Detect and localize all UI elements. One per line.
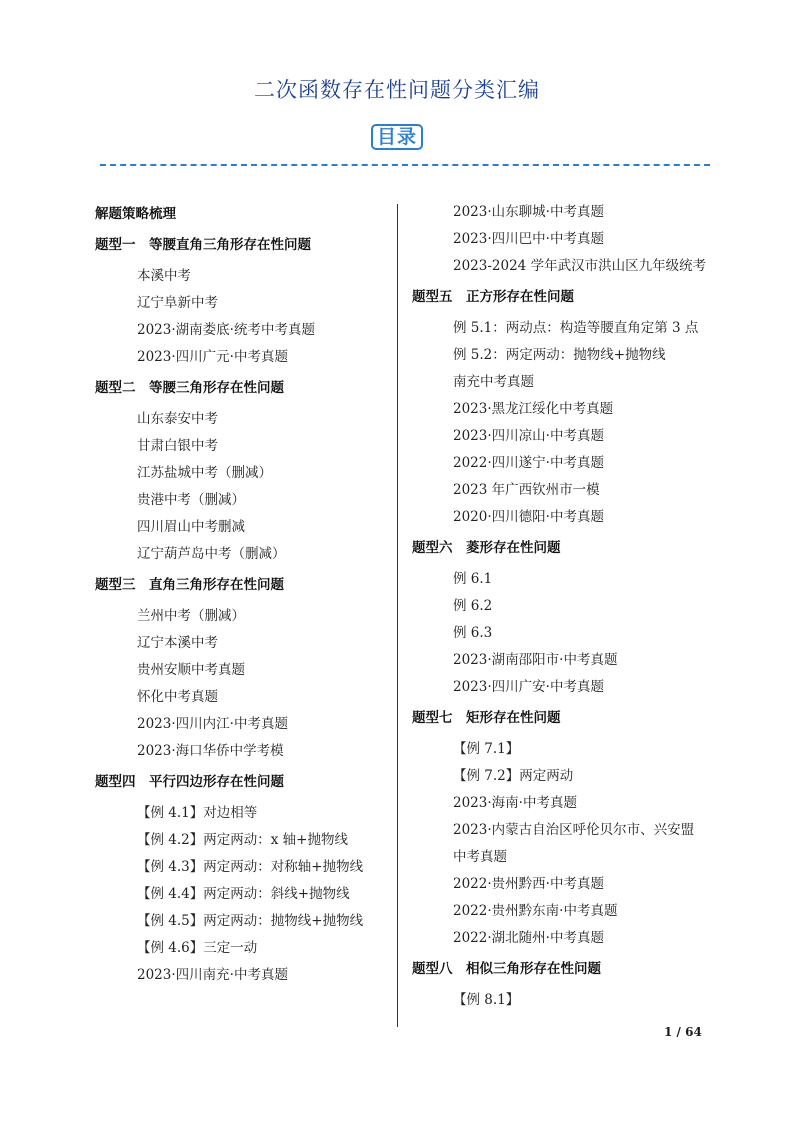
document-title: 二次函数存在性问题分类汇编 bbox=[254, 78, 540, 102]
toc-entry[interactable]: 【例 8.1】 bbox=[453, 992, 520, 1008]
toc-entry[interactable]: 甘肃白银中考 bbox=[137, 438, 218, 454]
toc-entry[interactable]: 四川眉山中考删减 bbox=[137, 519, 245, 535]
toc-section-heading[interactable]: 题型四 平行四边形存在性问题 bbox=[95, 774, 284, 790]
toc-entry[interactable]: 南充中考真题 bbox=[453, 374, 534, 390]
toc-entry[interactable]: 2022·四川遂宁·中考真题 bbox=[453, 455, 604, 471]
toc-entry[interactable]: 2023·湖南娄底·统考中考真题 bbox=[137, 322, 315, 338]
toc-entry[interactable]: 怀化中考真题 bbox=[137, 689, 218, 705]
toc-entry[interactable]: 2023·内蒙古自治区呼伦贝尔市、兴安盟 bbox=[453, 822, 695, 838]
toc-entry[interactable]: 2022·贵州黔西·中考真题 bbox=[453, 876, 604, 892]
toc-entry[interactable]: 【例 4.6】三定一动 bbox=[137, 940, 258, 956]
toc-section-heading[interactable]: 题型八 相似三角形存在性问题 bbox=[412, 961, 601, 977]
toc-entry[interactable]: 辽宁阜新中考 bbox=[137, 295, 218, 311]
toc-entry[interactable]: 【例 7.1】 bbox=[453, 741, 520, 757]
toc-entry[interactable]: 例 5.2：两定两动：抛物线+抛物线 bbox=[453, 347, 666, 363]
toc-label: 目录 bbox=[371, 124, 423, 150]
toc-entry[interactable]: 2023·山东聊城·中考真题 bbox=[453, 204, 604, 220]
toc-entry[interactable]: 例 6.1 bbox=[453, 571, 493, 587]
toc-entry[interactable]: 【例 7.2】两定两动 bbox=[453, 768, 574, 784]
toc-entry[interactable]: 辽宁葫芦岛中考（删减） bbox=[137, 546, 286, 562]
column-divider bbox=[397, 204, 398, 1027]
toc-entry[interactable]: 2022·湖北随州·中考真题 bbox=[453, 930, 604, 946]
toc-section-heading[interactable]: 题型六 菱形存在性问题 bbox=[412, 540, 561, 556]
toc-entry[interactable]: 2023·四川巴中·中考真题 bbox=[453, 231, 604, 247]
toc-section-heading[interactable]: 题型三 直角三角形存在性问题 bbox=[95, 577, 284, 593]
toc-section-heading[interactable]: 题型二 等腰三角形存在性问题 bbox=[95, 380, 284, 396]
toc-entry[interactable]: 2023·海口华侨中学考模 bbox=[137, 743, 284, 759]
dashed-divider bbox=[100, 164, 710, 166]
toc-entry[interactable]: 山东泰安中考 bbox=[137, 411, 218, 427]
toc-entry[interactable]: 2023·黑龙江绥化中考真题 bbox=[453, 401, 614, 417]
toc-entry[interactable]: 江苏盐城中考（删减） bbox=[137, 465, 272, 481]
toc-entry[interactable]: 2020·四川德阳·中考真题 bbox=[453, 509, 604, 525]
toc-entry[interactable]: 2023·四川广安·中考真题 bbox=[453, 679, 604, 695]
page-number: 1 / 64 bbox=[664, 1025, 702, 1039]
toc-entry[interactable]: 2023·四川广元·中考真题 bbox=[137, 349, 288, 365]
toc-entry[interactable]: 2023·海南·中考真题 bbox=[453, 795, 577, 811]
toc-badge bbox=[0, 124, 794, 150]
toc-entry[interactable]: 2023 年广西钦州市一模 bbox=[453, 482, 600, 498]
toc-entry[interactable]: 兰州中考（删减） bbox=[137, 608, 245, 624]
toc-entry[interactable]: 例 5.1：两动点：构造等腰直角定第 3 点 bbox=[453, 320, 699, 336]
toc-entry[interactable]: 2022·贵州黔东南·中考真题 bbox=[453, 903, 618, 919]
toc-entry[interactable]: 本溪中考 bbox=[137, 268, 191, 284]
toc-entry[interactable]: 例 6.2 bbox=[453, 598, 493, 614]
toc-entry[interactable]: 2023·四川南充·中考真题 bbox=[137, 967, 288, 983]
toc-entry[interactable]: 中考真题 bbox=[453, 849, 507, 865]
toc-entry[interactable]: 【例 4.3】两定两动：对称轴+抛物线 bbox=[137, 859, 364, 875]
toc-entry[interactable]: 【例 4.4】两定两动：斜线+抛物线 bbox=[137, 886, 350, 902]
toc-section-heading[interactable]: 题型七 矩形存在性问题 bbox=[412, 710, 561, 726]
toc-entry[interactable]: 2023·湖南邵阳市·中考真题 bbox=[453, 652, 618, 668]
toc-entry[interactable]: 2023·四川凉山·中考真题 bbox=[453, 428, 604, 444]
toc-entry[interactable]: 2023-2024 学年武汉市洪山区九年级统考 bbox=[453, 258, 707, 274]
toc-entry[interactable]: 辽宁本溪中考 bbox=[137, 635, 218, 651]
toc-entry[interactable]: 2023·四川内江·中考真题 bbox=[137, 716, 288, 732]
toc-entry[interactable]: 贵州安顺中考真题 bbox=[137, 662, 245, 678]
toc-section-heading[interactable]: 题型一 等腰直角三角形存在性问题 bbox=[95, 237, 311, 253]
toc-entry[interactable]: 【例 4.2】两定两动：x 轴+抛物线 bbox=[137, 832, 348, 848]
toc-section-heading[interactable]: 解题策略梳理 bbox=[95, 206, 176, 222]
toc-entry[interactable]: 贵港中考（删减） bbox=[137, 492, 245, 508]
toc-entry[interactable]: 【例 4.5】两定两动：抛物线+抛物线 bbox=[137, 913, 364, 929]
toc-section-heading[interactable]: 题型五 正方形存在性问题 bbox=[412, 289, 574, 305]
toc-entry[interactable]: 【例 4.1】对边相等 bbox=[137, 805, 258, 821]
toc-entry[interactable]: 例 6.3 bbox=[453, 625, 493, 641]
